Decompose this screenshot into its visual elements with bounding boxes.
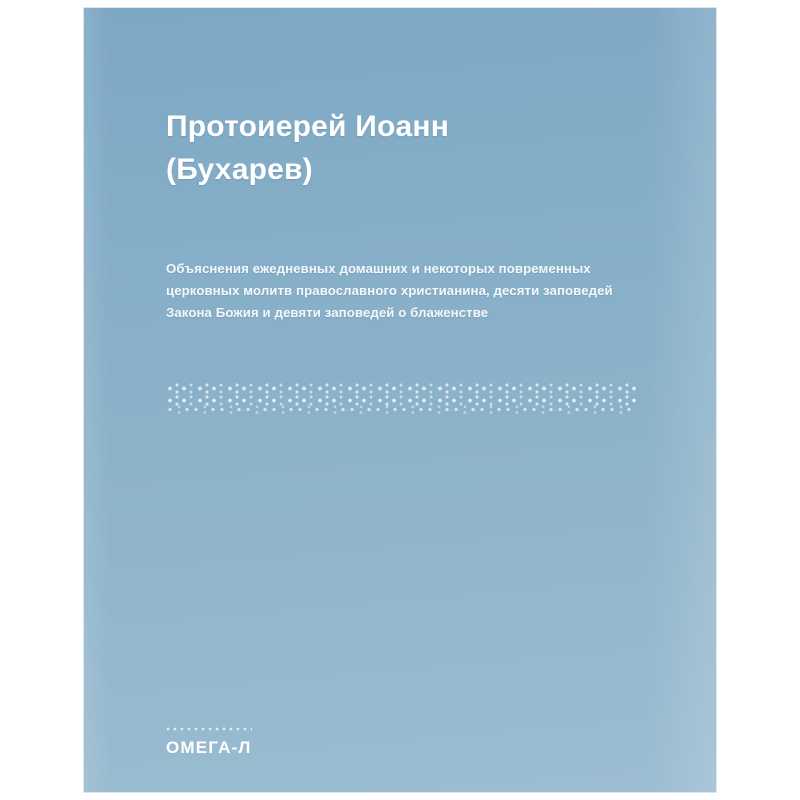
ornament-row-1 [166, 383, 636, 394]
book-subtitle: Объяснения ежедневных домашних и некоторых повременных церковных молитв православного христианина, десяти заповедей Закона Божия и девяти заповедей о блаженстве [166, 261, 613, 320]
author-name-line-1: Протоиерей Иоанн [166, 110, 450, 143]
publisher-logo [166, 726, 366, 758]
author-name [166, 106, 636, 191]
author-name-line-2: (Бухарев) [166, 152, 313, 186]
ornament-row-3 [166, 405, 636, 414]
ornamental-band-decoration [166, 383, 636, 415]
book-cover [84, 8, 716, 792]
publisher-logo-dots-icon [166, 726, 252, 732]
publisher-name: ОМЕГА-Л [166, 738, 252, 757]
